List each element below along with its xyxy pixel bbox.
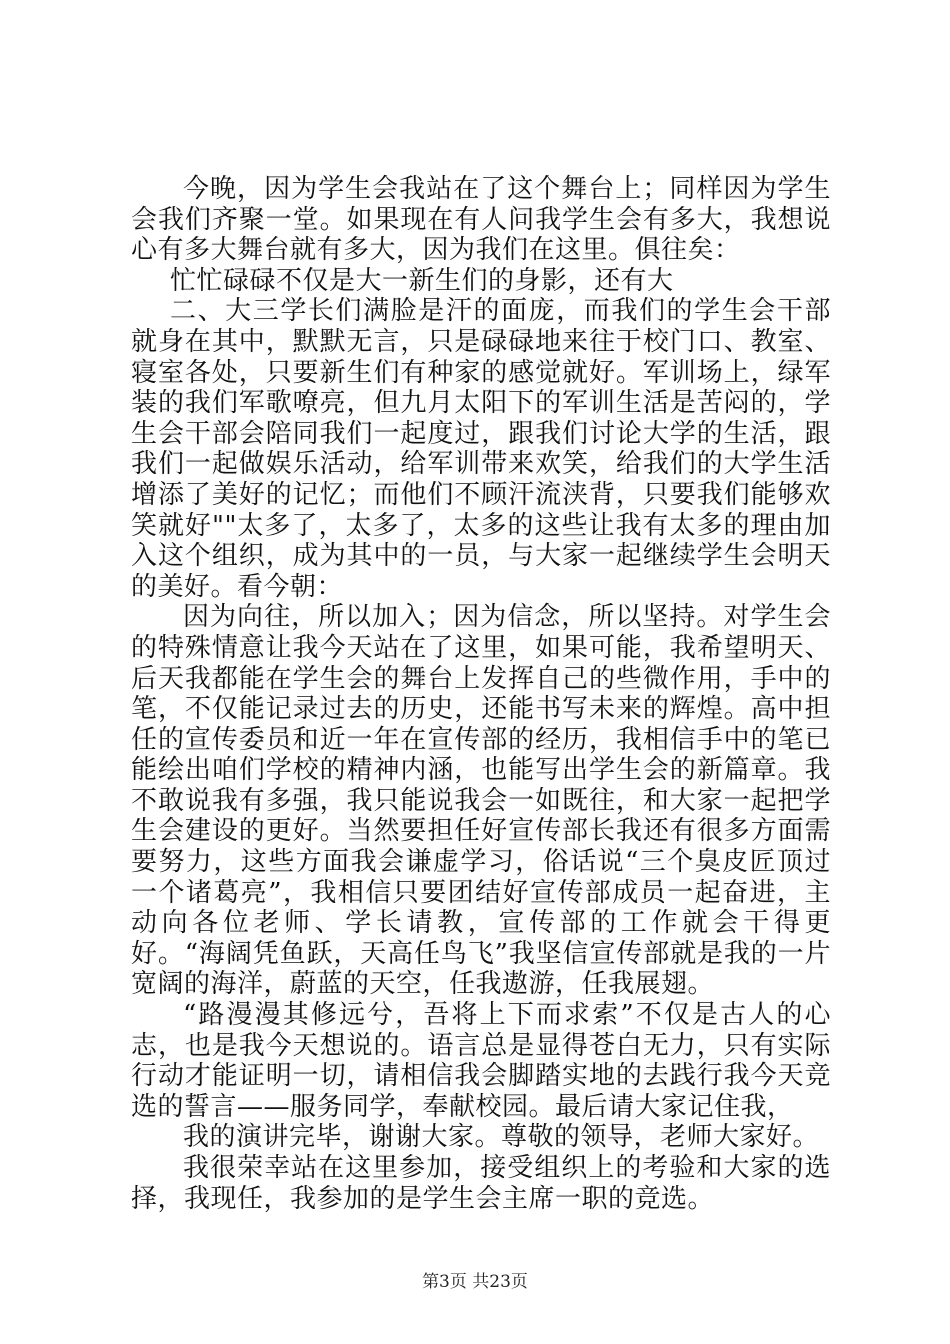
paragraph: 二、大三学长们满脸是汗的面庞，而我们的学生会干部就身在其中，默默无言，只是碌碌地来往于校门口、教室、寝室各处，只要新生们有种家的感觉就好。军训场上，绿军装的我们军歌嘹亮，但九月太阳下的军训生活是苦闷的，学生会干部会陪同我们一起度过，跟我们讨论大学的生活，跟我们一起做娱乐活动，给军训带来欢笑，给我们的大学生活增添了美好的记忆；而他们不顾汗流浃背，只要我们能够欢笑就好""太多了，太多了，太多的这些让我有太多的理由加入这个组织，成为其中的一员，与大家一起继续学生会明天的美好。看今朝：	[131, 296, 831, 602]
paragraph: “路漫漫其修远兮，吾将上下而求索”不仅是古人的心志，也是我今天想说的。语言总是显得苍白无力，只有实际行动才能证明一切，请相信我会脚踏实地的去践行我今天竞选的誓言——服务同学，奉献校园。最后请大家记住我，	[131, 1000, 831, 1122]
document-body	[131, 174, 831, 1214]
paragraph: 今晚，因为学生会我站在了这个舞台上；同样因为学生会我们齐聚一堂。如果现在有人问我学生会有多大，我想说心有多大舞台就有多大，因为我们在这里。俱往矣：	[131, 174, 831, 266]
paragraph: 因为向往，所以加入；因为信念，所以坚持。对学生会的特殊情意让我今天站在了这里，如果可能，我希望明天、后天我都能在学生会的舞台上发挥自己的些微作用，手中的笔，不仅能记录过去的历史，还能书写未来的辉煌。高中担任的宣传委员和近一年在宣传部的经历，我相信手中的笔已能绘出咱们学校的精神内涵，也能写出学生会的新篇章。我不敢说我有多强，我只能说我会一如既往，和大家一起把学生会建设的更好。当然要担任好宣传部长我还有很多方面需要努力，这些方面我会谦虚学习，俗话说“三个臭皮匠顶过一个诸葛亮”，我相信只要团结好宣传部成员一起奋进，主动向各位老师、学长请教，宣传部的工作就会干得更好。“海阔凭鱼跃，天高任鸟飞”我坚信宣传部就是我的一片宽阔的海洋，蔚蓝的天空，任我遨游，任我展翅。	[131, 602, 831, 1000]
paragraph: 忙忙碌碌不仅是大一新生们的身影，还有大	[170, 265, 674, 296]
paragraph: 我的演讲完毕，谢谢大家。尊敬的领导，老师大家好。	[183, 1122, 820, 1153]
page-number-footer: 第3页 共23页	[422, 1272, 528, 1292]
paragraph: 我很荣幸站在这里参加，接受组织上的考验和大家的选择，我现任，我参加的是学生会主席一职的竞选。	[131, 1153, 831, 1214]
